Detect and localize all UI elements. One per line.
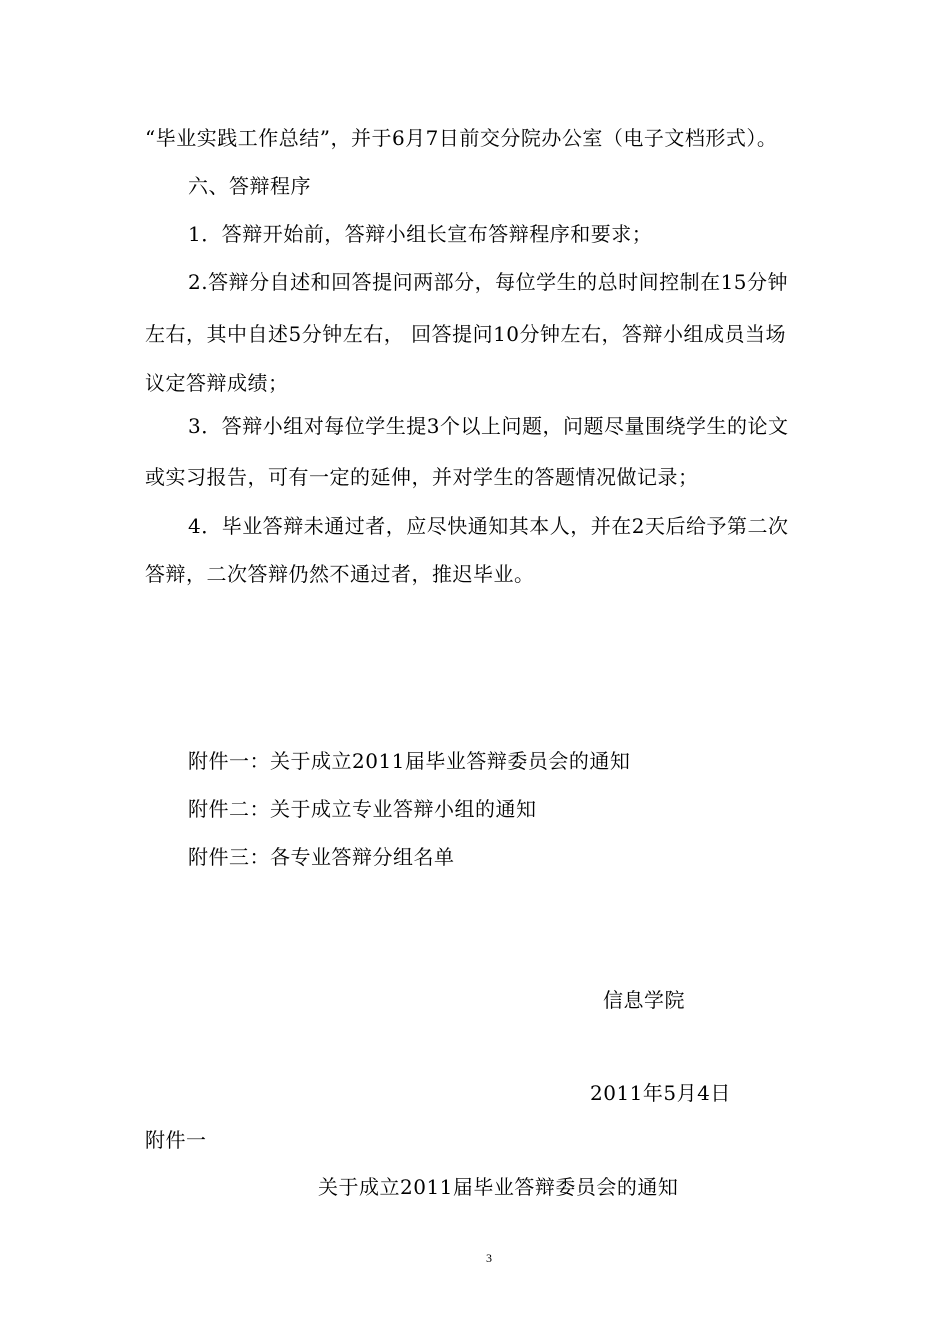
body-line-4: 2.答辩分自述和回答提问两部分，每位学生的总时间控制在15分钟: [188, 270, 789, 294]
attachment-item-2: 附件二：关于成立专业答辩小组的通知: [188, 797, 537, 821]
signature-date: 2011年5月4日: [590, 1081, 731, 1105]
section-heading: 六、答辩程序: [188, 174, 311, 198]
body-line-3: 1．答辩开始前，答辩小组长宣布答辩程序和要求；: [188, 222, 653, 246]
body-line-1: “毕业实践工作总结”，并于6月7日前交分院办公室（电子文档形式）。: [145, 126, 778, 150]
body-line-6: 议定答辩成绩；: [145, 371, 289, 395]
attachment-item-1: 附件一：关于成立2011届毕业答辩委员会的通知: [188, 749, 631, 773]
body-line-9: 4．毕业答辩未通过者，应尽快通知其本人，并在2天后给予第二次: [188, 514, 789, 538]
appendix-title: 关于成立2011届毕业答辩委员会的通知: [318, 1175, 679, 1199]
page-number: 3: [486, 1251, 492, 1265]
body-line-5: 左右，其中自述5分钟左右， 回答提问10分钟左右，答辩小组成员当场: [145, 322, 787, 346]
appendix-label: 附件一: [145, 1128, 207, 1152]
attachment-item-3: 附件三：各专业答辩分组名单: [188, 845, 455, 869]
signature-org: 信息学院: [603, 988, 685, 1012]
body-line-10: 答辩，二次答辩仍然不通过者，推迟毕业。: [145, 562, 535, 586]
body-line-8: 或实习报告，可有一定的延伸，并对学生的答题情况做记录；: [145, 465, 699, 489]
body-line-7: 3．答辩小组对每位学生提3个以上问题，问题尽量围绕学生的论文: [188, 414, 789, 438]
